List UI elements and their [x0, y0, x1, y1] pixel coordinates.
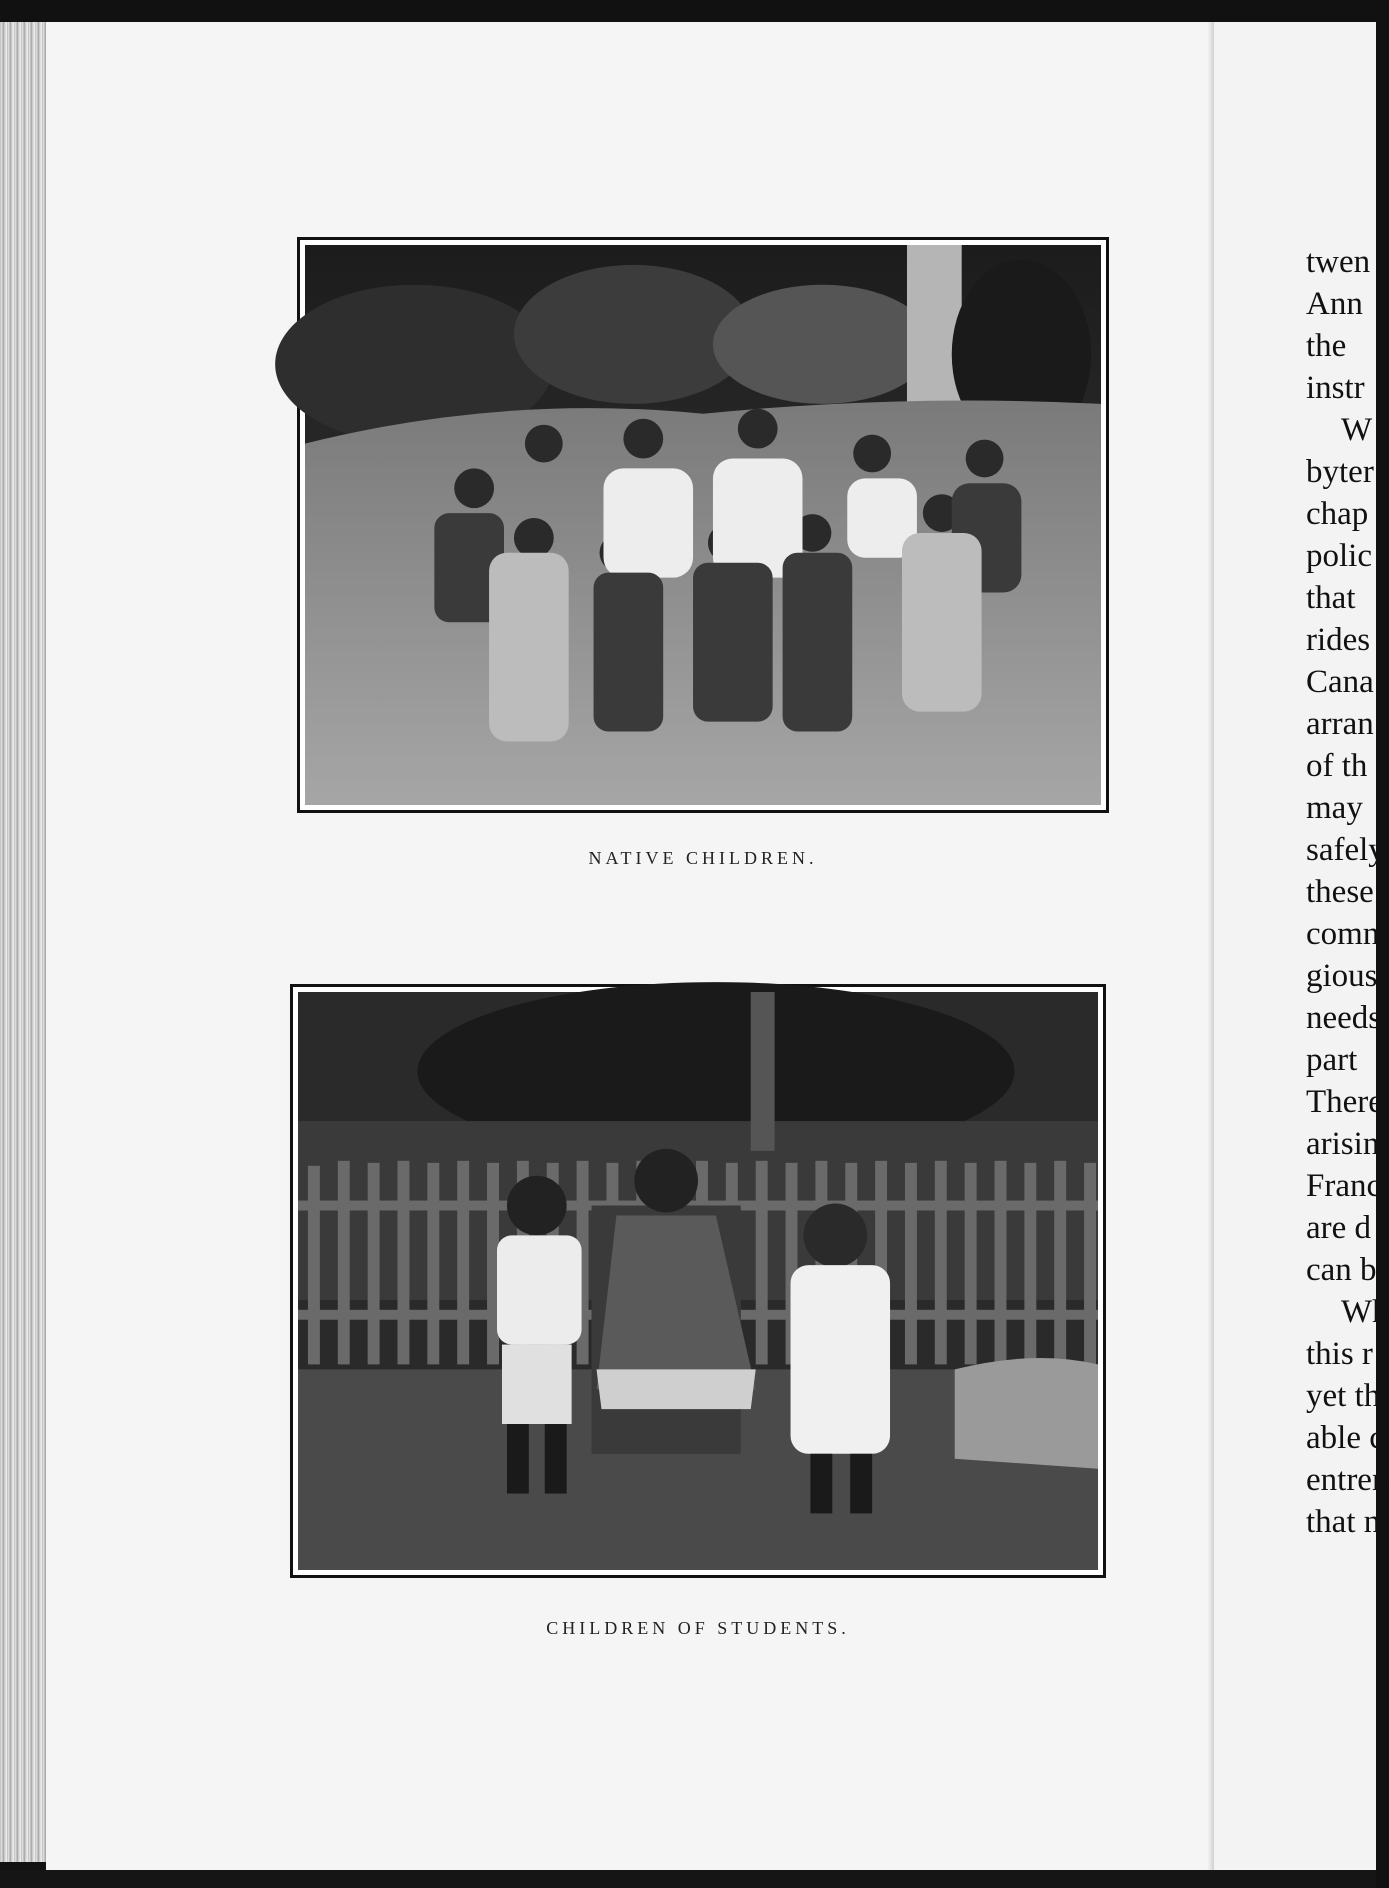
photo-native-children — [297, 237, 1109, 813]
scan-bottom-border — [0, 1870, 1376, 1888]
text-line: comn — [1306, 916, 1380, 952]
caption-native-children: NATIVE CHILDREN. — [588, 848, 818, 868]
children-of-students-photo-image — [298, 992, 1098, 1570]
text-line: the — [1306, 328, 1347, 364]
text-line: gious — [1306, 958, 1378, 994]
text-line: needs — [1306, 1000, 1382, 1036]
text-line: may — [1306, 790, 1363, 826]
text-line: Wh — [1341, 1294, 1389, 1330]
text-line: arran — [1306, 706, 1374, 742]
book-page-edges — [0, 22, 48, 1862]
text-line: of th — [1306, 748, 1368, 784]
text-line: instr — [1306, 370, 1365, 406]
text-line: that n — [1306, 1504, 1381, 1540]
text-line: Franc — [1306, 1168, 1382, 1204]
caption-children-of-students: CHILDREN OF STUDENTS. — [546, 1618, 850, 1638]
text-line: chap — [1306, 496, 1369, 532]
text-line: twen — [1306, 244, 1371, 280]
text-line: this r — [1306, 1336, 1373, 1372]
text-line: byter — [1306, 454, 1374, 490]
text-line: W — [1341, 412, 1373, 448]
text-line: entren — [1306, 1462, 1389, 1498]
text-line: polic — [1306, 538, 1372, 574]
text-line: Cana — [1306, 664, 1374, 700]
text-line: yet th — [1306, 1378, 1381, 1414]
native-children-photo-image — [305, 245, 1101, 805]
photo-children-of-students — [290, 984, 1106, 1578]
text-line: able c — [1306, 1420, 1384, 1456]
text-line: Ann — [1306, 286, 1363, 322]
text-line: arisin — [1306, 1126, 1380, 1162]
text-line: that — [1306, 580, 1356, 616]
text-line: are d — [1306, 1210, 1372, 1246]
text-line: part — [1306, 1042, 1358, 1078]
text-line: rides — [1306, 622, 1371, 658]
text-line: There — [1306, 1084, 1383, 1120]
text-line: can b — [1306, 1252, 1377, 1288]
right-page — [1214, 22, 1389, 1870]
text-line: these — [1306, 874, 1374, 910]
text-line: safely — [1306, 832, 1385, 868]
